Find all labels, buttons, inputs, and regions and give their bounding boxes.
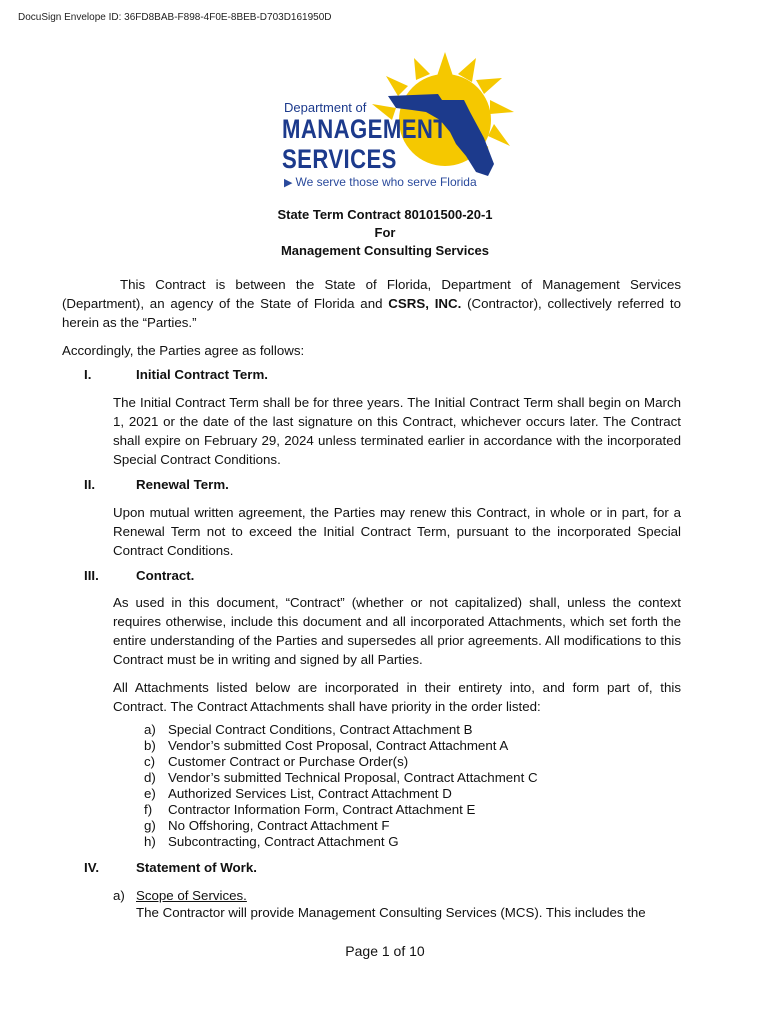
section-body: As used in this document, “Contract” (whether or not capitalized) shall, unless the context requires otherwise, include this document and all incorporated Attachments, which set forth the entire understanding of the Parties and supersedes all prior agreements. All modifications to this Contract must be in writing and signed by all Parties. bbox=[113, 595, 681, 667]
contract-title-for: For bbox=[374, 225, 396, 240]
list-item: b) Vendor’s submitted Cost Proposal, Contract Attachment A bbox=[144, 738, 509, 753]
contractor-name: CSRS, INC. bbox=[388, 296, 462, 311]
section-heading: Statement of Work. bbox=[136, 860, 257, 875]
scope-text: The Contractor will provide Management Consulting Services (MCS). This includes the bbox=[136, 905, 646, 920]
section-body: The Initial Contract Term shall be for three years. The Initial Contract Term shall begin on March 1, 2021 or the date of the last signature on this Contract, whichever occurs later. The Contract shall expire on February 29, 2024 unless terminated earlier in accordance with the incorporated Special Contract Conditions. bbox=[113, 395, 681, 467]
section-number: III. bbox=[84, 568, 99, 583]
dms-logo bbox=[270, 42, 520, 192]
docusign-envelope-id: DocuSign Envelope ID: 36FD8BAB-F898-4F0E-8BEB-D703D161950D bbox=[18, 12, 332, 23]
attachment-list bbox=[144, 722, 538, 850]
play-arrow-icon: ▶ bbox=[284, 177, 293, 189]
list-item: a) Special Contract Conditions, Contract Attachment B bbox=[144, 722, 473, 737]
section-heading: Initial Contract Term. bbox=[136, 367, 269, 382]
section-number: IV. bbox=[84, 860, 100, 875]
scope-heading: Scope of Services. bbox=[136, 888, 247, 903]
sow-marker: a) bbox=[113, 888, 125, 903]
list-item: f) Contractor Information Form, Contract Attachment E bbox=[144, 802, 476, 817]
section-body: Upon mutual written agreement, the Parties may renew this Contract, in whole or in part, for a Renewal Term not to exceed the Initial Contract Term, pursuant to the incorporated Special Contract Conditions. bbox=[113, 505, 681, 558]
contract-title: State Term Contract 80101500-20-1 bbox=[277, 207, 493, 222]
list-item: d) Vendor’s submitted Technical Proposal, Contract Attachment C bbox=[144, 770, 538, 785]
list-item: h) Subcontracting, Contract Attachment G bbox=[144, 834, 399, 849]
logo-tagline: ▶ We serve those who serve Florida bbox=[284, 175, 477, 189]
logo-services-text: SERVICES bbox=[282, 144, 397, 174]
logo-management-text: MANAGEMENT bbox=[282, 114, 448, 144]
list-item: c) Customer Contract or Purchase Order(s) bbox=[144, 754, 409, 769]
contract-subtitle: Management Consulting Services bbox=[280, 243, 490, 258]
accordingly-text: Accordingly, the Parties agree as follows: bbox=[62, 343, 305, 358]
section-body-attachments: All Attachments listed below are incorporated in their entirety into, and form part of, this Contract. The Contract Attachments shall have priority in the order listed: bbox=[113, 680, 681, 714]
section-number: II. bbox=[84, 477, 96, 492]
list-item: g) No Offshoring, Contract Attachment F bbox=[144, 818, 390, 833]
logo-department-text: Department of bbox=[284, 100, 367, 115]
section-number: I. bbox=[84, 367, 92, 382]
list-item: e) Authorized Services List, Contract Attachment D bbox=[144, 786, 452, 801]
section-heading: Renewal Term. bbox=[136, 477, 229, 492]
section-heading: Contract. bbox=[136, 568, 195, 583]
page-number: Page 1 of 10 bbox=[345, 943, 425, 959]
intro-paragraph: This Contract is between the State of Florida, Department of Management Services (Department), an agency of the State of Florida and CSRS, INC. (Contractor), collectively referred to herein as the “Parties.” bbox=[62, 277, 681, 330]
